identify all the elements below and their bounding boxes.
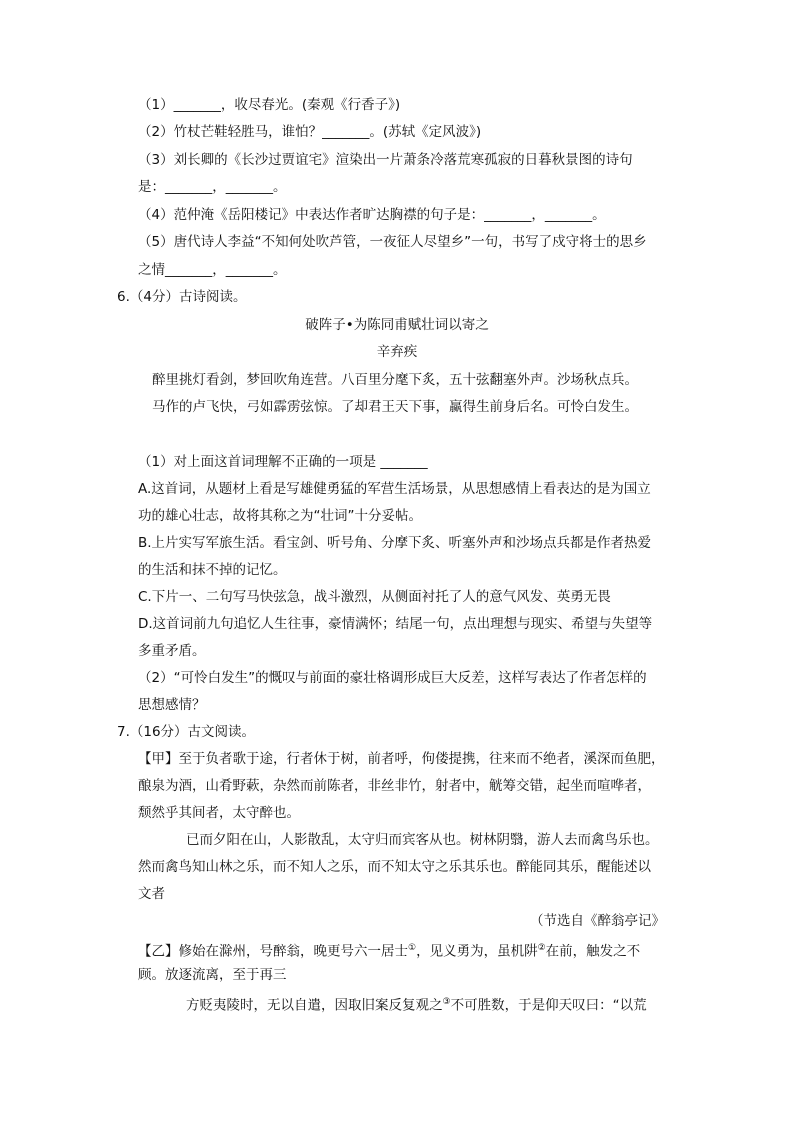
yi-text-a: 修始在滁州，号醉翁，晚更号六一居士 xyxy=(178,943,408,960)
yi-text-3b: 不可胜数，于是仰天叹曰：“以荒 xyxy=(450,997,647,1014)
yi-label: 【乙】 xyxy=(138,943,179,960)
jia-line-3: 颓然乎其间者，太守醉也。 xyxy=(138,805,300,821)
option-a-cont: 功的雄心壮志，故将其称之为“壮词”十分妥帖。 xyxy=(138,508,422,524)
option-b-cont: 的生活和抹不掉的记忆。 xyxy=(138,562,287,578)
yi-text-3a: 方贬夷陵时，无以自遣，因取旧案反复观之 xyxy=(186,997,443,1014)
q7-header: 7.（16分）古文阅读。 xyxy=(117,724,256,740)
option-d-cont: 多重矛盾。 xyxy=(138,643,206,659)
option-a: A.这首词，从题材上看是写雄健勇猛的军营生活场景，从思想感情上看表达的是为国立 xyxy=(138,481,651,497)
poem-author: 辛弃疾 xyxy=(376,344,418,360)
q5-item-1: （1）_______，收尽春光。(秦观《行香子》) xyxy=(138,97,401,113)
option-d: D.这首词前九句追忆人生往事，豪情满怀；结尾一句，点出理想与现实、希望与失望等 xyxy=(138,616,653,632)
jia-line-1 xyxy=(138,749,665,769)
q6-sub1: （1）对上面这首词理解不正确的一项是 _______ xyxy=(138,454,428,470)
jia-p2-line-3: 文者 xyxy=(138,886,165,902)
yi-text-c: 在前，触发之不 xyxy=(545,943,641,960)
jia-p2-line-1: 已而夕阳在山，人影散乱，太守归而宾客从也。树林阴翳，游人去而禽鸟乐也。 xyxy=(186,832,659,848)
q5-item-3: （3）刘长卿的《长沙过贾谊宅》渲染出一片萧条冷落荒寒孤寂的日暮秋景图的诗句 xyxy=(138,152,633,168)
q5-item-5-cont: 之情_______，_______。 xyxy=(138,262,287,278)
jia-text: 至于负者歌于途，行者休于树，前者呼，佝偻提携，往来而不绝者，溪深而鱼肥， xyxy=(178,751,665,767)
poem-line-2: 马作的卢飞快，弓如霹雳弦惊。了却君王天下事，赢得生前身后名。可怜白发生。 xyxy=(152,399,638,415)
q6-header: 6.（4分）古诗阅读。 xyxy=(117,289,247,305)
q5-item-5: （5）唐代诗人李益“不知何处吹芦管，一夜征人尽望乡”一句，书写了戍守将士的思乡 xyxy=(138,234,647,250)
option-c: C.下片一、二句写马快弦急，战斗激烈，从侧面衬托了人的意气风发、英勇无畏 xyxy=(138,589,611,605)
poem-title: 破阵子•为陈同甫赋壮词以寄之 xyxy=(305,317,489,333)
jia-line-2: 酿泉为酒，山肴野蔌，杂然而前陈者，非丝非竹，射者中，觥筹交错，起坐而喧哗者， xyxy=(138,778,651,794)
option-b: B.上片实写军旅生活。看宝剑、听号角、分摩下炙、听塞外声和沙场点兵都是作者热爱 xyxy=(138,535,652,551)
q5-item-2: （2）竹杖芒鞋轻胜马，谁怕？_______。(苏轼《定风波》) xyxy=(138,124,482,140)
q6-sub2: （2）“可怜白发生”的慨叹与前面的豪壮格调形成巨大反差，这样写表达了作者怎样的 xyxy=(138,670,647,686)
q5-item-3-cont: 是：_______，_______。 xyxy=(138,179,287,195)
footnote-1: ① xyxy=(408,943,417,953)
footnote-2: ② xyxy=(537,943,546,953)
yi-line-2: 顾。放逐流离，至于再三 xyxy=(138,967,287,983)
yi-line-1 xyxy=(138,938,640,962)
footnote-3: ③ xyxy=(442,997,451,1007)
jia-p2-line-2: 然而禽鸟知山林之乐，而不知人之乐，而不知太守之乐其乐也。醉能同其乐，醒能述以 xyxy=(138,859,651,875)
jia-label: 【甲】 xyxy=(138,751,179,767)
poem-line-1: 醉里挑灯看剑，梦回吹角连营。八百里分麾下炙，五十弦翻塞外声。沙场秋点兵。 xyxy=(152,372,638,388)
yi-text-b: ，见义勇为，虽机阱 xyxy=(416,943,538,960)
jia-source: （节选自《醉翁亭记》 xyxy=(530,913,665,929)
q5-item-4: （4）范仲淹《岳阳楼记》中表达作者旷达胸襟的句子是：_______，_______。 xyxy=(138,207,606,223)
q6-sub2-cont: 思想感情？ xyxy=(138,697,206,713)
yi-line-3 xyxy=(186,992,647,1016)
